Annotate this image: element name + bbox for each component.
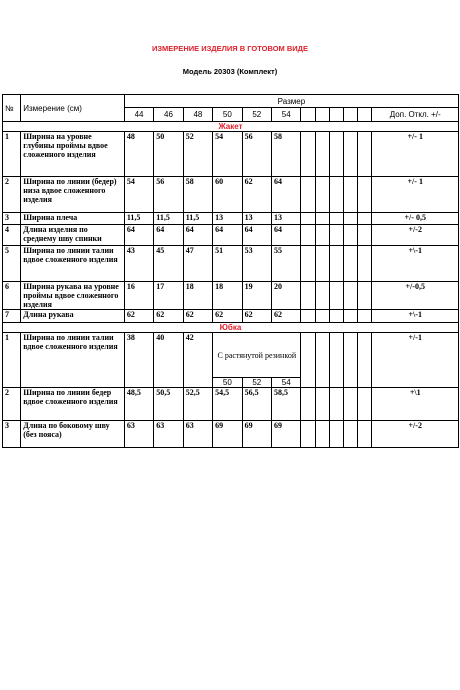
tolerance-cell: +/- 1: [372, 132, 459, 177]
table-row: [3, 388, 459, 421]
value-cell: 40: [154, 333, 183, 388]
empty-cell: [358, 177, 372, 213]
value-cell: 11,5: [124, 213, 153, 225]
model-subtitle: Модель 20303 (Комплект): [182, 67, 278, 76]
row-label: Длина по боковому шву (без пояса): [21, 421, 125, 448]
value-cell: 13: [213, 213, 242, 225]
empty-cell: [329, 246, 343, 282]
value-cell: 54: [213, 132, 242, 177]
value-cell: 18: [213, 282, 242, 310]
tolerance-cell: +\1: [372, 388, 459, 421]
header-measurement: Измерение (см): [21, 95, 125, 122]
value-cell: 50,5: [154, 388, 183, 421]
value-cell: 54: [272, 378, 301, 388]
empty-cell: [329, 177, 343, 213]
empty-cell: [344, 246, 358, 282]
empty-cell: [329, 132, 343, 177]
empty-cell: [301, 225, 315, 246]
tolerance-cell: +\-1: [372, 310, 459, 323]
value-cell: 62: [183, 310, 212, 323]
empty-cell: [358, 333, 372, 388]
value-cell: 62: [242, 310, 271, 323]
row-number: 2: [3, 388, 21, 421]
value-cell: 47: [183, 246, 212, 282]
value-cell: 63: [124, 421, 153, 448]
size-54: 54: [272, 108, 301, 122]
value-cell: 56: [242, 132, 271, 177]
empty-cell: [315, 177, 329, 213]
empty-cell: [344, 108, 358, 122]
value-cell: 69: [272, 421, 301, 448]
empty-cell: [344, 132, 358, 177]
empty-cell: [301, 246, 315, 282]
table-row: [3, 421, 459, 448]
value-cell: 54,5: [213, 388, 242, 421]
empty-cell: [329, 213, 343, 225]
empty-cell: [315, 108, 329, 122]
row-number: 7: [3, 310, 21, 323]
empty-cell: [301, 177, 315, 213]
empty-cell: [315, 421, 329, 448]
row-label: Ширина по линии бедер вдвое сложенного изделия: [21, 388, 125, 421]
empty-cell: [358, 213, 372, 225]
empty-cell: [358, 132, 372, 177]
empty-cell: [329, 421, 343, 448]
value-cell: 64: [124, 225, 153, 246]
section-jacket: Жакет: [3, 122, 459, 132]
value-cell: 11,5: [183, 213, 212, 225]
value-cell: 62: [124, 310, 153, 323]
row-label: Ширина по линии (бедер) низа вдвое сложенного изделия: [21, 177, 125, 213]
empty-cell: [315, 213, 329, 225]
empty-cell: [315, 246, 329, 282]
size-46: 46: [154, 108, 183, 122]
value-cell: 69: [242, 421, 271, 448]
row-number: 6: [3, 282, 21, 310]
empty-cell: [315, 225, 329, 246]
empty-cell: [315, 333, 329, 388]
empty-cell: [329, 333, 343, 388]
value-cell: 45: [154, 246, 183, 282]
row-number: 1: [3, 132, 21, 177]
document-title: ИЗМЕРЕНИЕ ИЗДЕЛИЯ В ГОТОВОМ ВИДЕ: [151, 44, 309, 53]
elastic-note: С растянутой резинкой: [213, 333, 301, 378]
size-50: 50: [213, 108, 242, 122]
value-cell: 18: [183, 282, 212, 310]
empty-cell: [344, 177, 358, 213]
size-44: 44: [124, 108, 153, 122]
value-cell: 48: [124, 132, 153, 177]
value-cell: 54: [124, 177, 153, 213]
table-row: [3, 225, 459, 246]
value-cell: 56: [154, 177, 183, 213]
table-row: [3, 310, 459, 323]
value-cell: 64: [183, 225, 212, 246]
row-label: Ширина на уровне глубины проймы вдвое сложенного изделия: [21, 132, 125, 177]
row-label: Ширина по линии талии вдвое сложенного изделия: [21, 246, 125, 282]
value-cell: 43: [124, 246, 153, 282]
empty-cell: [344, 310, 358, 323]
value-cell: 58: [183, 177, 212, 213]
empty-cell: [315, 132, 329, 177]
row-label: Ширина рукава на уровне проймы вдвое сложенного изделия: [21, 282, 125, 310]
value-cell: 17: [154, 282, 183, 310]
value-cell: 38: [124, 333, 153, 388]
empty-cell: [358, 225, 372, 246]
value-cell: 64: [242, 225, 271, 246]
empty-cell: [358, 421, 372, 448]
value-cell: 62: [242, 177, 271, 213]
tolerance-cell: +/-2: [372, 421, 459, 448]
value-cell: 42: [183, 333, 212, 388]
value-cell: 69: [213, 421, 242, 448]
value-cell: 62: [272, 310, 301, 323]
value-cell: 48,5: [124, 388, 153, 421]
row-number: 3: [3, 213, 21, 225]
table-row: [3, 333, 459, 378]
empty-cell: [358, 282, 372, 310]
tolerance-cell: +/- 0,5: [372, 213, 459, 225]
value-cell: 50: [154, 132, 183, 177]
empty-cell: [329, 388, 343, 421]
value-cell: 63: [183, 421, 212, 448]
value-cell: 58,5: [272, 388, 301, 421]
empty-cell: [329, 310, 343, 323]
value-cell: 62: [213, 310, 242, 323]
value-cell: 52,5: [183, 388, 212, 421]
row-number: 1: [3, 333, 21, 388]
tolerance-cell: +/-2: [372, 225, 459, 246]
row-number: 4: [3, 225, 21, 246]
empty-cell: [329, 282, 343, 310]
row-number: 5: [3, 246, 21, 282]
value-cell: 63: [154, 421, 183, 448]
value-cell: 64: [272, 225, 301, 246]
value-cell: 11,5: [154, 213, 183, 225]
value-cell: 51: [213, 246, 242, 282]
value-cell: 58: [272, 132, 301, 177]
row-label: Ширина по линии талии вдвое сложенного изделия: [21, 333, 125, 388]
table-row: [3, 213, 459, 225]
value-cell: 55: [272, 246, 301, 282]
empty-cell: [301, 213, 315, 225]
tolerance-cell: +\-1: [372, 246, 459, 282]
value-cell: 16: [124, 282, 153, 310]
row-number: 3: [3, 421, 21, 448]
empty-cell: [344, 421, 358, 448]
value-cell: 19: [242, 282, 271, 310]
empty-cell: [344, 213, 358, 225]
empty-cell: [358, 246, 372, 282]
value-cell: 20: [272, 282, 301, 310]
value-cell: 64: [154, 225, 183, 246]
empty-cell: [315, 388, 329, 421]
measurements-table: [2, 94, 459, 448]
empty-cell: [329, 108, 343, 122]
empty-cell: [329, 225, 343, 246]
empty-cell: [301, 132, 315, 177]
value-cell: 64: [213, 225, 242, 246]
empty-cell: [301, 310, 315, 323]
value-cell: 53: [242, 246, 271, 282]
table-row: [3, 177, 459, 213]
empty-cell: [301, 282, 315, 310]
value-cell: 64: [272, 177, 301, 213]
value-cell: 56,5: [242, 388, 271, 421]
value-cell: 62: [154, 310, 183, 323]
empty-cell: [301, 108, 315, 122]
row-number: 2: [3, 177, 21, 213]
value-cell: 50: [213, 378, 242, 388]
header-tolerance: Доп. Откл. +/-: [372, 108, 459, 122]
header-size: Размер: [124, 95, 458, 108]
row-label: Длина рукава: [21, 310, 125, 323]
tolerance-cell: +/-0,5: [372, 282, 459, 310]
value-cell: 60: [213, 177, 242, 213]
empty-cell: [358, 388, 372, 421]
empty-cell: [358, 310, 372, 323]
value-cell: 52: [242, 378, 271, 388]
empty-cell: [315, 310, 329, 323]
empty-cell: [301, 333, 315, 388]
section-skirt: Юбка: [3, 323, 459, 333]
tolerance-cell: +/-1: [372, 333, 459, 388]
size-52: 52: [242, 108, 271, 122]
tolerance-cell: +/- 1: [372, 177, 459, 213]
value-cell: 52: [183, 132, 212, 177]
empty-cell: [344, 225, 358, 246]
table-row: [3, 282, 459, 310]
header-number: №: [3, 95, 21, 122]
table-row: [3, 132, 459, 177]
table-row: [3, 246, 459, 282]
empty-cell: [301, 421, 315, 448]
empty-cell: [344, 282, 358, 310]
empty-cell: [344, 333, 358, 388]
empty-cell: [358, 108, 372, 122]
row-label: Ширина плеча: [21, 213, 125, 225]
empty-cell: [315, 282, 329, 310]
empty-cell: [344, 388, 358, 421]
value-cell: 13: [242, 213, 271, 225]
value-cell: 13: [272, 213, 301, 225]
empty-cell: [301, 388, 315, 421]
size-48: 48: [183, 108, 212, 122]
row-label: Длина изделия по среднему шву спинки: [21, 225, 125, 246]
